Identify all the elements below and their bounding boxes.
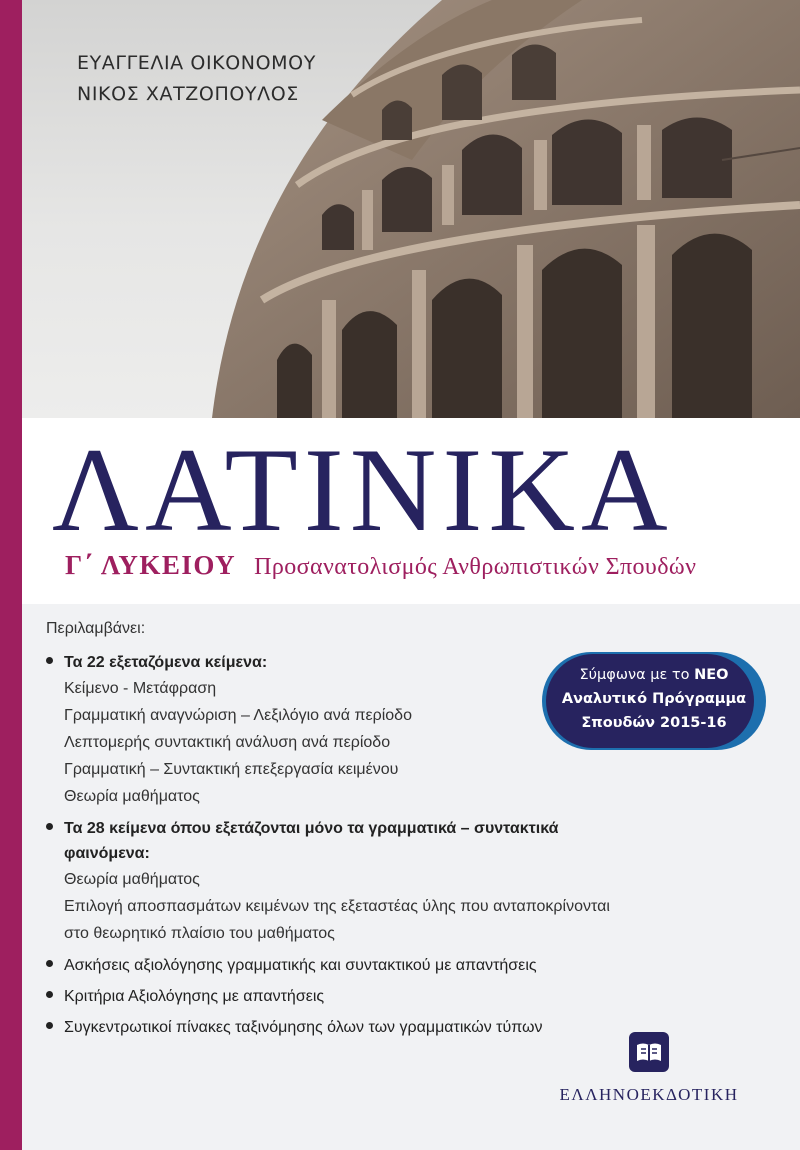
group-item: Λεπτομερής συντακτική ανάλυση ανά περίοδο xyxy=(64,734,391,751)
bullet-icon xyxy=(46,657,53,664)
colosseum-photo xyxy=(22,0,800,418)
group-item: Κείμενο - Μετάφραση xyxy=(64,680,217,697)
group-item: Επιλογή αποσπασμάτων κειμένων της εξεταστέας ύλης που ανταποκρίνονται xyxy=(64,898,610,915)
group-heading: Τα 28 κείμενα όπου εξετάζονται μόνο τα γραμματικά – συντακτικά φαινόμενα: xyxy=(64,820,559,862)
group-heading: Τα 22 εξεταζόμενα κείμενα: xyxy=(64,654,268,671)
curriculum-badge xyxy=(540,650,768,752)
bullet-icon xyxy=(46,991,53,998)
book-title: ΛΑΤΙΝΙΚΑ xyxy=(52,423,674,556)
authors xyxy=(77,48,316,110)
content-group xyxy=(46,816,646,947)
group-item: Γραμματική – Συντακτική επεξεργασία κειμένου xyxy=(64,761,399,778)
publisher xyxy=(534,1030,764,1105)
group-heading: Συγκεντρωτικοί πίνακες ταξινόμησης όλων των γραμματικών τύπων xyxy=(64,1019,543,1036)
group-item: Θεωρία μαθήματος xyxy=(64,788,200,805)
badge-line-1-prefix: Σύμφωνα με το xyxy=(579,667,695,683)
bullet-icon xyxy=(46,823,53,830)
group-item: Θεωρία μαθήματος xyxy=(64,871,200,888)
track-label: Προσανατολισμός Ανθρωπιστικών Σπουδών xyxy=(254,554,697,580)
open-book-icon xyxy=(627,1030,671,1074)
author-1: ΕΥΑΓΓΕΛΙΑ ΟΙΚΟΝΟΜΟΥ xyxy=(77,52,316,74)
group-heading: Ασκήσεις αξιολόγησης γραμματικής και συντακτικού με απαντήσεις xyxy=(64,957,537,974)
content-group xyxy=(46,984,646,1009)
book-spine xyxy=(0,0,22,1150)
group-heading: Κριτήρια Αξιολόγησης με απαντήσεις xyxy=(64,988,325,1005)
badge-line-1 xyxy=(540,663,768,687)
publisher-name: ΕΛΛΗΝΟΕΚΔΟΤΙΚΗ xyxy=(559,1085,739,1104)
grade-label: Γ΄ ΛΥΚΕΙΟΥ xyxy=(65,550,237,580)
badge-line-3: Σπουδών 2015-16 xyxy=(581,715,727,731)
includes-label: Περιλαμβάνει: xyxy=(46,620,146,637)
badge-text xyxy=(540,663,768,735)
bullet-icon xyxy=(46,960,53,967)
author-2: ΝΙΚΟΣ ΧΑΤΖΟΠΟΥΛΟΣ xyxy=(77,83,299,105)
group-item: στο θεωρητικό πλαίσιο του μαθήματος xyxy=(64,925,335,942)
bullet-icon xyxy=(46,1022,53,1029)
group-item: Γραμματική αναγνώριση – Λεξιλόγιο ανά περίοδο xyxy=(64,707,412,724)
badge-line-2: Αναλυτικό Πρόγραμμα xyxy=(561,691,747,707)
content-group xyxy=(46,953,646,978)
subtitle-row xyxy=(65,550,696,581)
badge-line-1-strong: ΝΕΟ xyxy=(694,667,729,683)
